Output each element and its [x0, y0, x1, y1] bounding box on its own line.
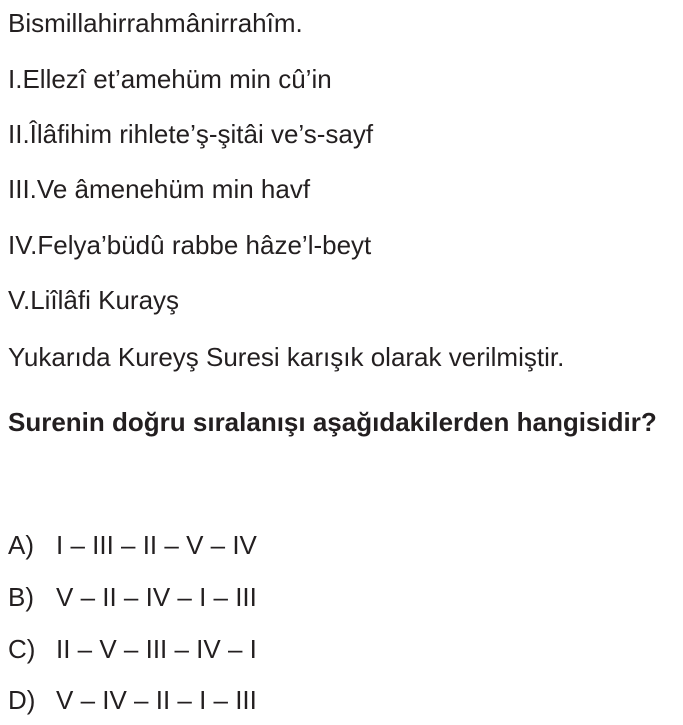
item-number: V. — [8, 285, 31, 315]
intro-text: Bismillahirrahmânirrahîm. — [8, 8, 303, 38]
list-item — [8, 283, 179, 317]
option-text: II – V – III – IV – I — [56, 634, 257, 664]
option-letter: D) — [8, 685, 36, 715]
option-text: V – IV – II – I – III — [56, 685, 257, 715]
item-text: Ve âmenehüm min havf — [36, 174, 311, 204]
item-number: II. — [8, 119, 30, 149]
option-text: V – II – IV – I – III — [56, 582, 257, 612]
list-item — [8, 117, 373, 151]
statement-text: Yukarıda Kureyş Suresi karışık olarak verilmiştir. — [8, 342, 565, 372]
item-text: Ellezî et’amehüm min cû’in — [22, 64, 332, 94]
option-letter: C) — [8, 634, 36, 664]
answer-option-c[interactable] — [8, 632, 257, 666]
answer-option-b[interactable] — [8, 580, 257, 614]
item-number: I. — [8, 64, 23, 94]
list-item — [8, 228, 371, 262]
option-letter: B) — [8, 582, 34, 612]
answer-option-d[interactable] — [8, 683, 257, 717]
answer-option-a[interactable] — [8, 528, 257, 562]
list-item — [8, 172, 310, 206]
item-number: III. — [8, 174, 37, 204]
question-text: Surenin doğru sıralanışı aşağıdakilerden hangisidir? — [8, 407, 657, 437]
option-letter: A) — [8, 530, 34, 560]
item-text: Liîlâfi Kurayş — [30, 285, 180, 315]
item-number: IV. — [8, 230, 38, 260]
item-text: Felya’büdû rabbe hâze’l-beyt — [37, 230, 372, 260]
item-text: Îlâfihim rihlete’ş-şitâi ve’s-sayf — [29, 119, 374, 149]
option-text: I – III – II – V – IV — [56, 530, 257, 560]
list-item — [8, 62, 332, 96]
